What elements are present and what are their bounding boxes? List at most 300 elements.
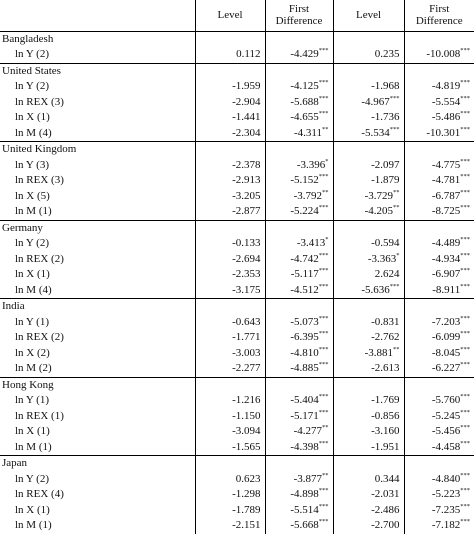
significance-marker: *** xyxy=(460,94,470,102)
stat-value: -0.594 xyxy=(371,237,400,250)
empty-cell xyxy=(195,31,265,47)
stat-cell xyxy=(404,487,474,503)
stat-cell xyxy=(404,236,474,252)
empty-cell xyxy=(195,142,265,158)
significance-marker: ** xyxy=(322,471,329,479)
stat-value: -1.736 xyxy=(371,111,400,124)
stat-cell xyxy=(265,283,333,299)
stat-cell xyxy=(195,267,265,283)
stat-cell xyxy=(333,487,404,503)
variable-label: ln X (2) xyxy=(0,346,195,362)
variable-label: ln REX (2) xyxy=(0,330,195,346)
stat-cell xyxy=(404,409,474,425)
significance-marker: *** xyxy=(460,204,470,212)
table-row xyxy=(0,472,474,488)
variable-label: ln Y (1) xyxy=(0,393,195,409)
stat-value: -3.729 xyxy=(364,189,393,202)
significance-marker: *** xyxy=(460,314,470,322)
empty-cell xyxy=(404,220,474,236)
stat-cell xyxy=(404,189,474,205)
stat-value: -3.877 xyxy=(293,472,322,485)
stat-cell xyxy=(195,252,265,268)
stat-cell xyxy=(265,503,333,519)
stat-value: -8.725 xyxy=(431,205,461,218)
empty-cell xyxy=(265,220,333,236)
variable-label: ln Y (2) xyxy=(0,47,195,63)
significance-marker: *** xyxy=(460,79,470,87)
stat-cell xyxy=(404,472,474,488)
table-row xyxy=(0,503,474,519)
stat-cell xyxy=(265,158,333,174)
stat-value: -0.831 xyxy=(371,315,400,328)
significance-marker: *** xyxy=(318,79,329,87)
stat-cell xyxy=(195,315,265,331)
stat-value: -2.762 xyxy=(371,331,400,344)
significance-marker: *** xyxy=(318,110,329,118)
stat-cell xyxy=(333,126,404,142)
stat-value: -2.904 xyxy=(232,95,261,108)
significance-marker: * xyxy=(396,251,400,259)
stat-value: -6.787 xyxy=(431,189,461,202)
significance-marker: ** xyxy=(322,188,329,196)
stat-cell xyxy=(333,283,404,299)
variable-label: ln REX (3) xyxy=(0,95,195,111)
stat-cell xyxy=(404,361,474,377)
table-row xyxy=(0,110,474,126)
stat-cell xyxy=(265,236,333,252)
stat-cell xyxy=(265,424,333,440)
empty-cell xyxy=(195,456,265,472)
stat-value: -7.235 xyxy=(431,503,461,516)
stat-cell xyxy=(265,189,333,205)
significance-marker: ** xyxy=(322,125,329,133)
stat-value: -3.003 xyxy=(232,346,261,359)
country-row xyxy=(0,299,474,315)
empty-cell xyxy=(195,377,265,393)
stat-value: -6.227 xyxy=(431,362,461,375)
stat-cell xyxy=(404,503,474,519)
stat-value: -2.353 xyxy=(232,268,261,281)
stat-cell xyxy=(265,252,333,268)
significance-marker: *** xyxy=(318,282,329,290)
stat-cell xyxy=(404,518,474,534)
country-name: United Kingdom xyxy=(0,142,195,158)
stat-value: -5.514 xyxy=(290,503,319,516)
significance-marker: * xyxy=(325,236,329,244)
stat-value: -5.152 xyxy=(290,174,319,187)
stat-value: -5.223 xyxy=(431,488,461,501)
empty-cell xyxy=(404,31,474,47)
stat-value: -6.395 xyxy=(290,331,319,344)
table-row xyxy=(0,315,474,331)
stat-value: -8.045 xyxy=(431,346,461,359)
stat-cell xyxy=(404,158,474,174)
stat-value: -4.458 xyxy=(431,440,461,453)
stat-value: -1.968 xyxy=(371,80,400,93)
significance-marker: *** xyxy=(318,345,329,353)
stat-cell xyxy=(333,204,404,220)
country-name: Japan xyxy=(0,456,195,472)
significance-marker: *** xyxy=(460,471,470,479)
variable-label: ln X (1) xyxy=(0,110,195,126)
stat-value: -5.245 xyxy=(431,409,461,422)
empty-cell xyxy=(265,63,333,79)
empty-cell xyxy=(195,63,265,79)
stat-value: -7.203 xyxy=(431,315,461,328)
empty-cell xyxy=(333,377,404,393)
variable-label: ln M (2) xyxy=(0,361,195,377)
stat-value: -2.031 xyxy=(371,488,400,501)
stat-value: -1.879 xyxy=(371,174,400,187)
empty-cell xyxy=(195,299,265,315)
stat-cell xyxy=(333,189,404,205)
stat-cell xyxy=(195,487,265,503)
stat-value: -5.171 xyxy=(290,409,319,422)
stat-value: -5.688 xyxy=(290,95,319,108)
empty-cell xyxy=(333,456,404,472)
stat-cell xyxy=(404,173,474,189)
stat-cell xyxy=(333,267,404,283)
stat-cell xyxy=(195,472,265,488)
stat-value: -2.151 xyxy=(232,519,261,532)
empty-cell xyxy=(333,63,404,79)
stat-value: 0.112 xyxy=(236,48,261,61)
stat-cell xyxy=(333,518,404,534)
stat-value: -3.175 xyxy=(232,283,261,296)
significance-marker: *** xyxy=(460,173,470,181)
empty-cell xyxy=(265,31,333,47)
significance-marker: *** xyxy=(318,47,329,55)
stat-value: -4.277 xyxy=(293,425,322,438)
stat-value: -4.885 xyxy=(290,362,319,375)
significance-marker: *** xyxy=(460,125,470,133)
country-name: United States xyxy=(0,63,195,79)
stat-value: -4.205 xyxy=(364,205,393,218)
significance-marker: * xyxy=(325,157,329,165)
stat-value: -5.486 xyxy=(431,111,461,124)
stat-value: -6.099 xyxy=(431,331,461,344)
empty-cell xyxy=(404,63,474,79)
stat-cell xyxy=(195,204,265,220)
stat-value: -3.413 xyxy=(296,237,326,250)
stat-value: -4.810 xyxy=(290,346,319,359)
stat-value: -1.441 xyxy=(232,111,261,124)
table-row xyxy=(0,346,474,362)
significance-marker: *** xyxy=(318,314,329,322)
significance-marker: *** xyxy=(460,439,470,447)
stat-cell xyxy=(404,95,474,111)
stat-cell xyxy=(195,424,265,440)
significance-marker: *** xyxy=(460,345,470,353)
stat-cell xyxy=(265,110,333,126)
table-row xyxy=(0,267,474,283)
stat-cell xyxy=(404,393,474,409)
significance-marker: *** xyxy=(460,282,470,290)
significance-marker: *** xyxy=(318,204,329,212)
stat-cell xyxy=(333,393,404,409)
empty-cell xyxy=(404,142,474,158)
stat-value: -5.554 xyxy=(431,95,461,108)
significance-marker: *** xyxy=(460,408,470,416)
country-row xyxy=(0,31,474,47)
empty-cell xyxy=(333,31,404,47)
stat-value: -3.363 xyxy=(367,252,397,265)
stat-cell xyxy=(404,424,474,440)
significance-marker: ** xyxy=(393,204,400,212)
stat-cell xyxy=(333,79,404,95)
significance-marker: *** xyxy=(460,487,470,495)
table-row xyxy=(0,487,474,503)
stat-cell xyxy=(195,126,265,142)
significance-marker: *** xyxy=(318,330,329,338)
stat-cell xyxy=(404,204,474,220)
empty-cell xyxy=(265,377,333,393)
stat-cell xyxy=(195,47,265,63)
stat-cell xyxy=(404,110,474,126)
stat-cell xyxy=(333,361,404,377)
stat-value: -0.643 xyxy=(232,315,261,328)
stat-cell xyxy=(404,346,474,362)
stat-cell xyxy=(333,110,404,126)
stat-value: -2.486 xyxy=(371,503,400,516)
variable-label: ln Y (3) xyxy=(0,158,195,174)
stat-value: -4.967 xyxy=(361,95,390,108)
stat-value: -3.160 xyxy=(371,425,400,438)
stat-cell xyxy=(404,79,474,95)
stat-value: -1.769 xyxy=(371,394,400,407)
stat-cell xyxy=(265,79,333,95)
significance-marker: *** xyxy=(460,267,470,275)
significance-marker: *** xyxy=(460,330,470,338)
stat-cell xyxy=(333,173,404,189)
stat-value: -4.775 xyxy=(431,158,461,171)
stat-value: -1.150 xyxy=(232,409,261,422)
header-first-difference-1: First Difference xyxy=(265,0,333,31)
stat-cell xyxy=(195,110,265,126)
significance-marker: *** xyxy=(318,393,329,401)
significance-marker: *** xyxy=(460,47,470,55)
table-row xyxy=(0,440,474,456)
stat-value: -1.789 xyxy=(232,503,261,516)
significance-marker: *** xyxy=(460,393,470,401)
empty-cell xyxy=(265,456,333,472)
country-name: India xyxy=(0,299,195,315)
stat-cell xyxy=(265,361,333,377)
stat-cell xyxy=(265,346,333,362)
stat-cell xyxy=(333,346,404,362)
stat-cell xyxy=(333,409,404,425)
stat-cell xyxy=(404,267,474,283)
variable-label: ln Y (2) xyxy=(0,79,195,95)
variable-label: ln M (1) xyxy=(0,518,195,534)
country-name: Germany xyxy=(0,220,195,236)
stat-value: -8.911 xyxy=(432,283,461,296)
significance-marker: *** xyxy=(318,267,329,275)
stat-value: -5.668 xyxy=(290,519,319,532)
table-row xyxy=(0,79,474,95)
country-row xyxy=(0,63,474,79)
stat-cell xyxy=(195,346,265,362)
stat-value: -5.073 xyxy=(290,315,319,328)
significance-marker: *** xyxy=(318,94,329,102)
significance-marker: ** xyxy=(393,188,400,196)
variable-label: ln M (4) xyxy=(0,126,195,142)
stat-value: 2.624 xyxy=(374,268,400,281)
stat-value: -3.396 xyxy=(296,158,326,171)
table-row xyxy=(0,283,474,299)
stat-value: -2.694 xyxy=(232,252,261,265)
stat-value: -4.781 xyxy=(431,174,461,187)
stat-value: -5.636 xyxy=(361,283,390,296)
stat-value: -4.489 xyxy=(431,237,461,250)
table-row xyxy=(0,424,474,440)
stat-cell xyxy=(333,47,404,63)
stat-cell xyxy=(195,236,265,252)
empty-cell xyxy=(333,299,404,315)
stat-cell xyxy=(195,330,265,346)
table-body xyxy=(0,31,474,534)
table-row xyxy=(0,252,474,268)
stat-cell xyxy=(195,361,265,377)
stat-cell xyxy=(404,47,474,63)
stat-cell xyxy=(265,204,333,220)
stat-cell xyxy=(265,173,333,189)
country-row xyxy=(0,377,474,393)
stat-cell xyxy=(195,393,265,409)
variable-label: ln REX (4) xyxy=(0,487,195,503)
empty-cell xyxy=(333,220,404,236)
empty-cell xyxy=(333,142,404,158)
significance-marker: *** xyxy=(389,125,400,133)
stat-value: -1.771 xyxy=(232,331,261,344)
stat-value: -10.301 xyxy=(426,126,461,139)
stat-value: -4.512 xyxy=(290,283,319,296)
stat-value: -4.125 xyxy=(290,80,319,93)
stat-cell xyxy=(265,47,333,63)
significance-marker: *** xyxy=(460,157,470,165)
table-row xyxy=(0,126,474,142)
stat-value: -5.456 xyxy=(431,425,461,438)
variable-label: ln REX (3) xyxy=(0,173,195,189)
significance-marker: *** xyxy=(389,94,400,102)
stat-cell xyxy=(265,95,333,111)
variable-label: ln Y (2) xyxy=(0,236,195,252)
header-row xyxy=(0,0,474,31)
variable-label: ln X (5) xyxy=(0,189,195,205)
variable-label: ln Y (1) xyxy=(0,315,195,331)
stat-cell xyxy=(195,189,265,205)
variable-label: ln X (1) xyxy=(0,267,195,283)
stat-cell xyxy=(404,315,474,331)
stat-cell xyxy=(404,252,474,268)
stat-cell xyxy=(333,424,404,440)
variable-label: ln X (1) xyxy=(0,503,195,519)
stat-value: -4.840 xyxy=(431,472,461,485)
stat-cell xyxy=(333,472,404,488)
stat-value: -2.277 xyxy=(232,362,261,375)
stat-value: -4.898 xyxy=(290,488,319,501)
significance-marker: ** xyxy=(393,345,400,353)
stat-cell xyxy=(265,518,333,534)
country-row xyxy=(0,220,474,236)
stat-value: 0.623 xyxy=(235,472,261,485)
variable-label: ln M (4) xyxy=(0,283,195,299)
significance-marker: *** xyxy=(318,251,329,259)
table-row xyxy=(0,409,474,425)
significance-marker: *** xyxy=(318,502,329,510)
empty-cell xyxy=(404,377,474,393)
significance-marker: ** xyxy=(322,424,329,432)
significance-marker: *** xyxy=(318,361,329,369)
stat-cell xyxy=(265,472,333,488)
stat-cell xyxy=(195,95,265,111)
stat-value: -2.700 xyxy=(371,519,400,532)
significance-marker: *** xyxy=(460,251,470,259)
stat-cell xyxy=(265,393,333,409)
table-row xyxy=(0,518,474,534)
stat-value: -5.404 xyxy=(290,394,319,407)
stat-cell xyxy=(195,79,265,95)
table-row xyxy=(0,47,474,63)
significance-marker: *** xyxy=(460,424,470,432)
stat-value: -1.565 xyxy=(232,440,261,453)
stat-cell xyxy=(333,440,404,456)
variable-label: ln Y (2) xyxy=(0,472,195,488)
stat-value: -0.133 xyxy=(232,237,261,250)
stat-value: -2.877 xyxy=(232,205,261,218)
stat-cell xyxy=(265,267,333,283)
stat-cell xyxy=(265,487,333,503)
stat-value: -1.951 xyxy=(371,440,400,453)
stat-cell xyxy=(195,409,265,425)
table-row xyxy=(0,189,474,205)
header-variable xyxy=(0,0,195,31)
stat-value: -3.881 xyxy=(364,346,393,359)
table-row xyxy=(0,95,474,111)
stat-value: -4.429 xyxy=(290,48,319,61)
significance-marker: *** xyxy=(460,188,470,196)
stat-value: -4.398 xyxy=(290,440,319,453)
significance-marker: *** xyxy=(318,173,329,181)
stat-cell xyxy=(265,330,333,346)
empty-cell xyxy=(265,299,333,315)
empty-cell xyxy=(404,456,474,472)
stat-value: 0.235 xyxy=(374,48,400,61)
stat-value: 0.344 xyxy=(374,472,400,485)
stat-value: -3.792 xyxy=(293,189,322,202)
variable-label: ln M (1) xyxy=(0,204,195,220)
stat-value: -10.008 xyxy=(426,48,461,61)
header-first-difference-2: First Difference xyxy=(404,0,474,31)
stat-cell xyxy=(333,236,404,252)
stat-cell xyxy=(333,158,404,174)
table-row xyxy=(0,361,474,377)
country-name: Bangladesh xyxy=(0,31,195,47)
stat-cell xyxy=(404,330,474,346)
stat-cell xyxy=(195,440,265,456)
stat-cell xyxy=(333,95,404,111)
significance-marker: *** xyxy=(460,361,470,369)
stat-value: -3.094 xyxy=(232,425,261,438)
stat-cell xyxy=(195,518,265,534)
header-level-1: Level xyxy=(195,0,265,31)
stat-value: -4.819 xyxy=(431,80,461,93)
stat-value: -2.378 xyxy=(232,158,261,171)
stat-cell xyxy=(404,283,474,299)
stat-cell xyxy=(265,440,333,456)
significance-marker: *** xyxy=(389,282,400,290)
stat-cell xyxy=(195,173,265,189)
